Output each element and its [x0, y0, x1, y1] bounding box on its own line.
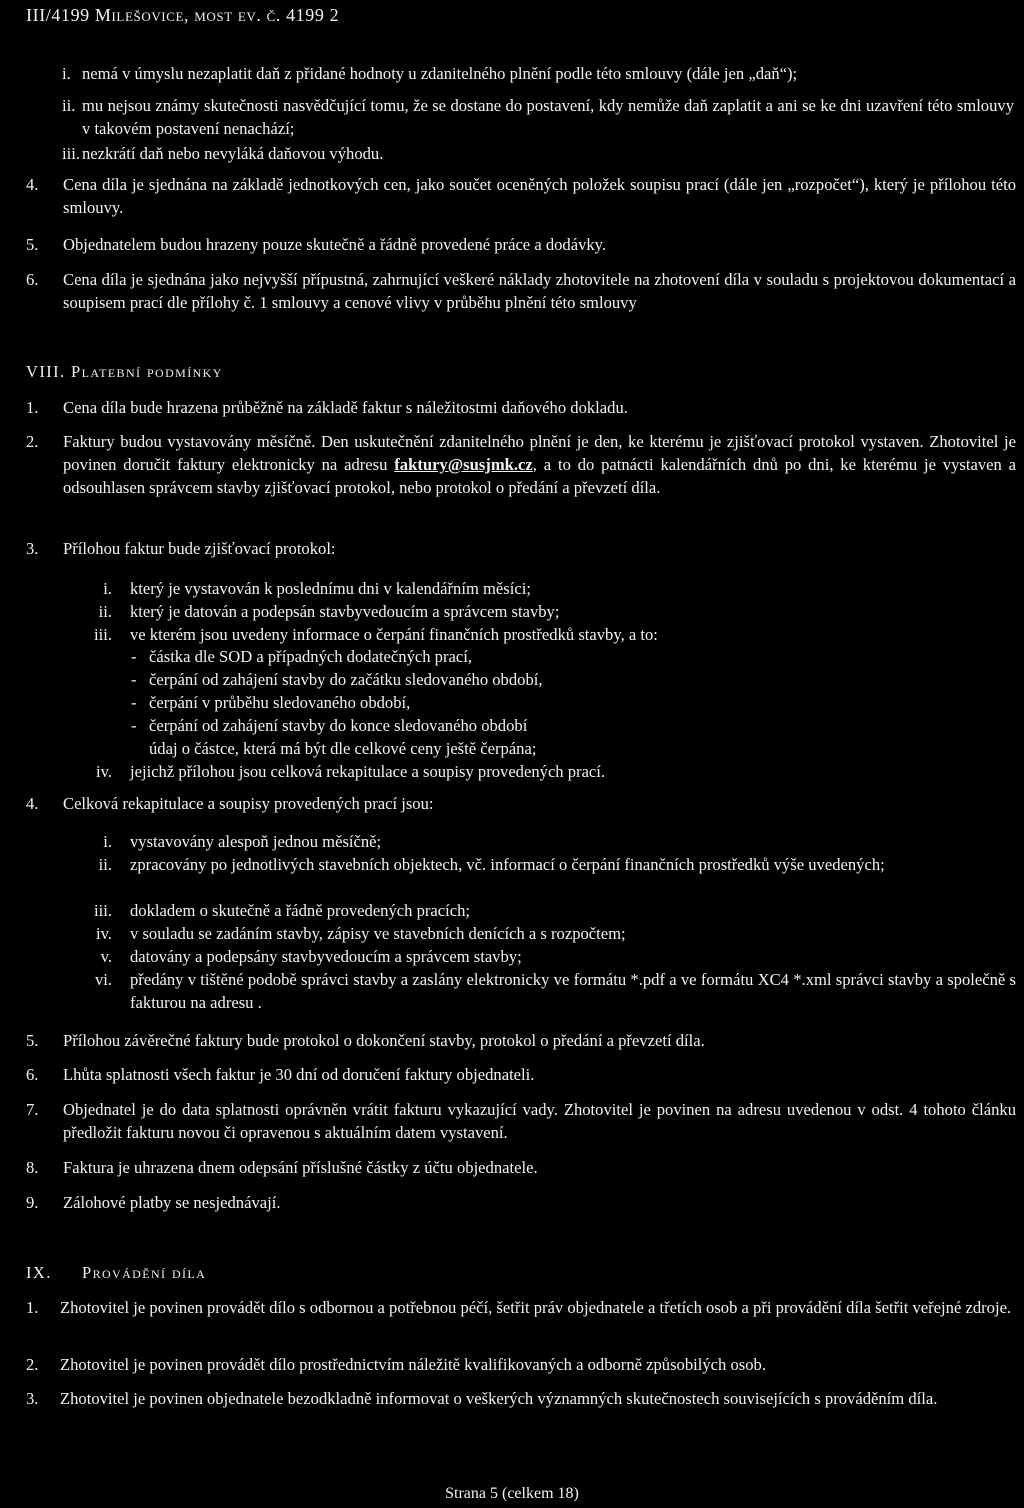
item-number: v.: [100, 947, 112, 966]
dash-marker: -: [131, 670, 137, 689]
paragraph-text: Cena díla je sjednána jako nejvyšší přípustná, zahrnující veškeré náklady zhotovitele na zhotovení díla v souladu s projektovou dokumentací a soupisem prací dle přílohy č. 1 smlouvy a cenové vlivy v průběhu plnění této smlouvy: [63, 270, 1016, 312]
item-text: nemá v úmyslu nezaplatit daň z přidané hodnoty u zdanitelného plnění podle této smlouvy (dále jen „daň“);: [82, 64, 798, 83]
list-item: [88, 945, 1016, 968]
paragraph-text: Zhotovitel je povinen provádět dílo s odbornou a potřebnou péčí, šetřit práv objednatele a třetích osob a při provádění díla šetřit veřejné zdroje.: [60, 1298, 1012, 1317]
item-number: i.: [103, 579, 112, 598]
section-title: Provádění díla: [82, 1263, 207, 1282]
item-number: iv.: [96, 924, 112, 943]
item-text: datovány a podepsány stavbyvedoucím a správcem stavby;: [130, 947, 522, 966]
list-item: [88, 830, 1016, 853]
paragraph-number: 8.: [26, 1158, 39, 1177]
item-text: mu nejsou známy skutečnosti nasvědčující tomu, že se dostane do postavení, kdy nemůže daň zaplatit a ani se ke dni uzavření této smlouvy v takovém postavení nenachází;: [82, 96, 1014, 138]
paragraph-text: Lhůta splatnosti všech faktur je 30 dní od doručení faktury objednateli.: [63, 1065, 535, 1084]
paragraph: [26, 537, 1016, 560]
paragraph-text: [63, 430, 1016, 499]
item-number: iii.: [62, 144, 80, 163]
paragraph: [26, 1191, 1016, 1214]
dash-text: částka dle SOD a případných dodatečných prací,: [149, 647, 472, 666]
paragraph-text: Přílohou faktur bude zjišťovací protokol:: [63, 539, 336, 558]
dash-continuation: údaj o částce, která má být dle celkové ceny ještě čerpána;: [149, 739, 537, 758]
paragraph-number: 5.: [26, 235, 39, 254]
item-text: dokladem o skutečně a řádně provedených pracích;: [130, 901, 471, 920]
paragraph-text: Cena díla bude hrazena průběžně na základě faktur s náležitostmi daňového dokladu.: [63, 398, 628, 417]
list-item: [88, 600, 1016, 623]
paragraph: [26, 430, 1016, 499]
item-number: ii.: [98, 602, 112, 621]
paragraph-text: Objednatel je do data splatnosti oprávněn vrátit fakturu vykazující vady. Zhotovitel je povinen na adresu uvedenou v odst. 4 tohoto článku předložit fakturu novou či opravenou s aktuálním datem vystavení.: [63, 1100, 1016, 1142]
dash-marker: -: [131, 693, 137, 712]
dash-item: [131, 668, 1011, 691]
item-text: ve kterém jsou uvedeny informace o čerpání finančních prostředků stavby, a to:: [130, 625, 658, 644]
invoice-email-link[interactable]: faktury@susjmk.cz: [394, 455, 533, 474]
dash-text: čerpání od zahájení stavby do konce sledovaného období: [149, 716, 528, 735]
paragraph-number: 5.: [26, 1031, 39, 1050]
paragraph-number: 4.: [26, 175, 39, 194]
paragraph-text: Přílohou závěrečné faktury bude protokol o dokončení stavby, protokol o předání a převzetí díla.: [63, 1031, 705, 1050]
item-number: vi.: [94, 970, 112, 989]
item-number: iii.: [94, 625, 112, 644]
paragraph-text: Zhotovitel je povinen objednatele bezodkladně informovat o veškerých významných skutečnostech souvisejících s prováděním díla.: [60, 1389, 938, 1408]
page-footer: Strana 5 (celkem 18): [445, 1485, 579, 1502]
paragraph-text: Faktura je uhrazena dnem odepsání příslušné částky z účtu objednatele.: [63, 1158, 538, 1177]
paragraph-text: Cena díla je sjednána na základě jednotkových cen, jako součet oceněných položek soupisu prací (dále jen „rozpočet“), který je přílohou této smlouvy.: [63, 175, 1016, 217]
item-text: jejichž přílohou jsou celková rekapitulace a soupisy provedených prací.: [130, 762, 606, 781]
item-text: který je datován a podepsán stavbyvedoucím a správcem stavby;: [130, 602, 560, 621]
dash-text: čerpání od zahájení stavby do začátku sledovaného období,: [149, 670, 543, 689]
paragraph-text-part: Faktury budou vystavovány měsíčně. Den uskutečnění zdanitelného plnění je den, ke kterému je zjišťovací protokol vystaven. Zhotovitel je povinen doručit faktury elektronicky na adresu: [63, 432, 1016, 474]
paragraph-text: Zálohové platby se nesjednávají.: [63, 1193, 281, 1212]
paragraph-text-part: , a to do patnácti kalendářních dnů po dni, ke kterému je vystaven a odsouhlasen správcem stavby zjišťovací protokol, nebo protokol o předání a převzetí díla.: [63, 455, 1016, 497]
paragraph-number: 6.: [26, 1065, 39, 1084]
section-number: IX.: [26, 1263, 52, 1282]
dash-item: [131, 714, 1011, 737]
paragraph: [26, 792, 1016, 815]
dash-item: [131, 691, 1011, 714]
item-text: v souladu se zadáním stavby, zápisy ve stavebních denících a s rozpočtem;: [130, 924, 626, 943]
item-number: ii.: [62, 96, 76, 115]
paragraph-text: Objednatelem budou hrazeny pouze skutečně a řádně provedené práce a dodávky.: [63, 235, 607, 254]
item-text: vystavovány alespoň jednou měsíčně;: [130, 832, 382, 851]
paragraph-number: 2.: [26, 1355, 39, 1374]
paragraph: [26, 268, 1016, 314]
paragraph-text: Celková rekapitulace a soupisy provedených prací jsou:: [63, 794, 434, 813]
paragraph: [26, 1156, 1016, 1179]
list-item: [88, 760, 1016, 783]
paragraph-number: 1.: [26, 1298, 39, 1317]
paragraph: [26, 1063, 1016, 1086]
paragraph: [26, 173, 1016, 219]
dash-marker: -: [131, 647, 137, 666]
paragraph-number: 7.: [26, 1100, 39, 1119]
list-item: [62, 142, 1014, 165]
paragraph-text: Zhotovitel je povinen provádět dílo prostřednictvím náležitě kvalifikovaných a odborně způsobilých osob.: [60, 1355, 766, 1374]
section-heading-payment-terms: VIII. Platební podmínky: [26, 362, 223, 381]
item-number: i.: [103, 832, 112, 851]
dash-item: [131, 645, 1011, 668]
paragraph: [26, 1296, 1016, 1319]
item-number: iii.: [94, 901, 112, 920]
list-item: [88, 623, 1016, 646]
item-number: ii.: [98, 855, 112, 874]
paragraph: [26, 1387, 1016, 1410]
list-item: [88, 899, 1016, 922]
paragraph-number: 9.: [26, 1193, 39, 1212]
paragraph-number: 6.: [26, 270, 39, 289]
item-text: zpracovány po jednotlivých stavebních objektech, vč. informací o čerpání finančních prostředků výše uvedených;: [130, 855, 885, 874]
item-text: nezkrátí daň nebo nevyláká daňovou výhodu.: [82, 144, 384, 163]
paragraph-number: 1.: [26, 398, 39, 417]
list-item: [88, 968, 1016, 1014]
list-item: [62, 94, 1014, 140]
paragraph-number: 4.: [26, 794, 39, 813]
paragraph: [26, 396, 1016, 419]
paragraph: [26, 1029, 1016, 1052]
list-item: [88, 922, 1016, 945]
list-item: [88, 853, 1016, 876]
section-heading-execution: [26, 1261, 206, 1284]
paragraph: [26, 1353, 1016, 1376]
dash-marker: -: [131, 716, 137, 735]
paragraph: [26, 1098, 1016, 1144]
paragraph-number: 2.: [26, 432, 39, 451]
list-item: [88, 577, 1016, 600]
list-item: [62, 62, 1014, 85]
paragraph: [26, 233, 1016, 256]
item-number: i.: [62, 64, 71, 83]
dash-text: čerpání v průběhu sledovaného období,: [149, 693, 411, 712]
page-header: III/4199 Milešovice, most ev. č. 4199 2: [26, 5, 340, 25]
item-number: iv.: [96, 762, 112, 781]
item-text: předány v tištěné podobě správci stavby a zaslány elektronicky ve formátu *.pdf a ve formátu XC4 *.xml správci stavby a společně s fakturou na adresu .: [130, 970, 1016, 1012]
item-text: který je vystavován k poslednímu dni v kalendářním měsíci;: [130, 579, 531, 598]
paragraph-number: 3.: [26, 539, 39, 558]
paragraph-number: 3.: [26, 1389, 39, 1408]
